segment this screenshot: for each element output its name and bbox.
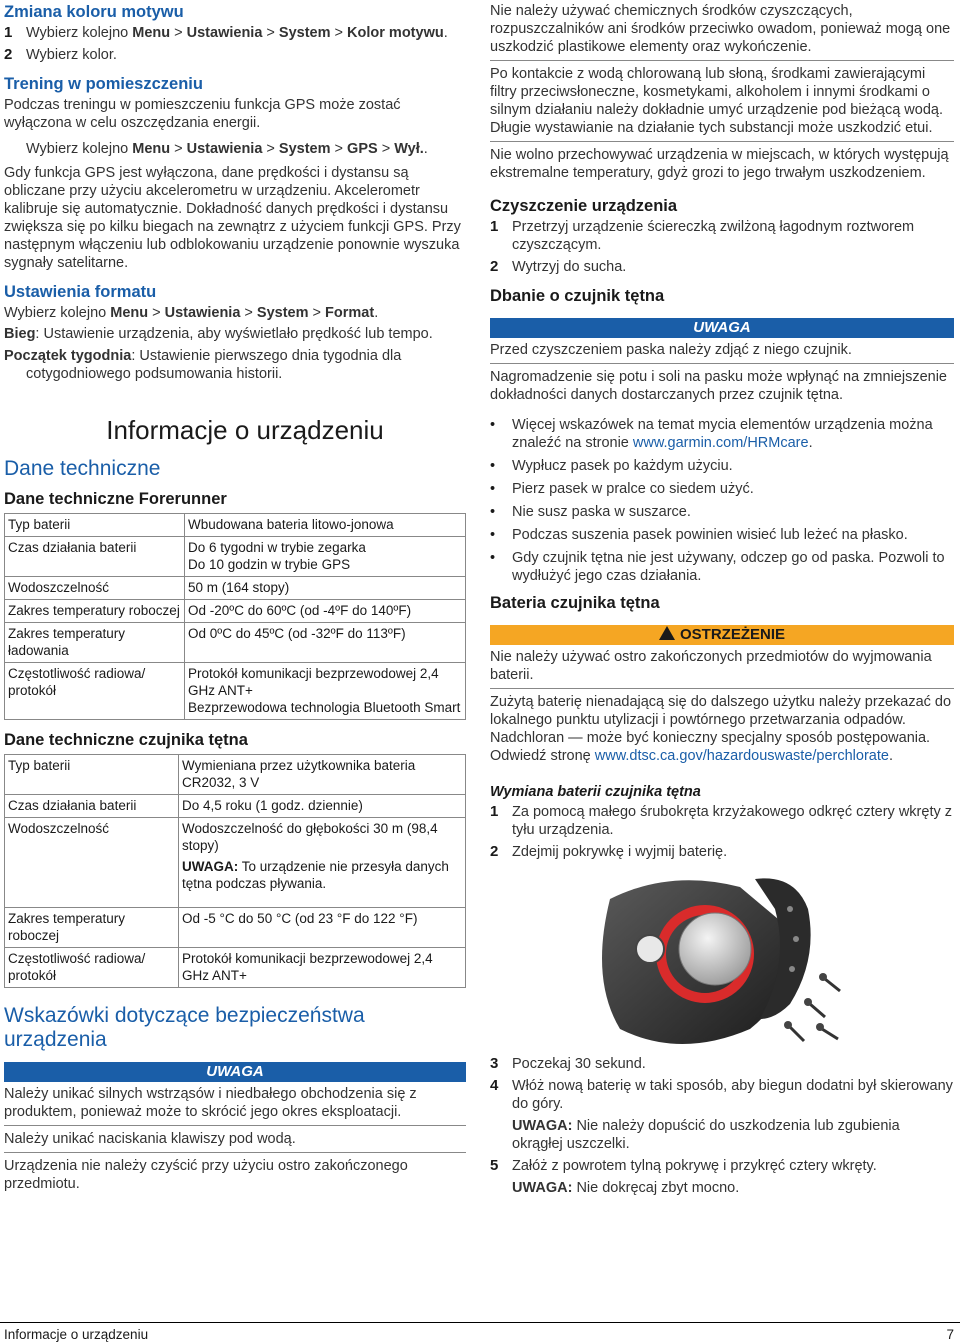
list-item: • Więcej wskazówek na temat mycia elementów urządzenia można znaleźć na stronie www.garmin.com/HRMcare. <box>490 417 933 451</box>
divider <box>490 688 954 689</box>
section-title-hrm-care: Dbanie o czujnik tętna <box>490 287 665 305</box>
spec-table-forerunner <box>4 513 466 720</box>
instruction: Wybierz kolejno Menu > Ustawienia > System > GPS > Wył.. <box>26 141 428 157</box>
paragraph: Urządzenia nie należy czyścić przy użyciu ostro zakończonego przedmiotu. <box>4 1158 408 1192</box>
notice-banner: UWAGA <box>4 1062 466 1082</box>
step-text: Wybierz kolejno Menu > Ustawienia > System > Kolor motywu. <box>26 25 448 41</box>
table-row: Typ baterii Wymieniana przez użytkownika bateria CR2032, 3 V <box>5 755 466 795</box>
table-row: Zakres temperatury roboczej Od -5 °C do 50 °C (od 23 °F do 122 °F) <box>5 908 466 948</box>
paragraph: Gdy funkcja GPS jest wyłączona, dane prędkości i dystansu są obliczane przy użyciu akcelerometru w urządzeniu. Akcelerometr kalibruje się automatycznie. Dokładność danych prędkości i dystansu zwiększa się po kilku biegach na zewnątrz z użyciem funkcji GPS. Przy następnym włączeniu lub odblokowaniu urządzenie ponownie wyszuka sygnały satelitarne. <box>4 165 461 271</box>
table-row: Typ baterii Wbudowana bateria litowo-jonowa <box>5 514 466 537</box>
divider <box>490 363 954 364</box>
step-item: 1 Przetrzyj urządzenie ściereczką zwilżoną łagodnym roztworem czyszczącym. <box>490 218 915 253</box>
right-column <box>490 0 954 1201</box>
hrm-battery-illustration <box>490 869 954 1055</box>
divider <box>490 60 954 61</box>
perchlorate-link[interactable]: www.dtsc.ca.gov/hazardouswaste/perchlorate <box>594 748 889 764</box>
chapter-title: Informacje o urządzeniu <box>106 415 384 445</box>
step-item <box>4 24 466 42</box>
section-title-cleaning: Czyszczenie urządzenia <box>490 197 678 215</box>
paragraph: Przed czyszczeniem paska należy zdjąć z niego czujnik. <box>490 342 852 358</box>
table-row: Zakres temperatury ładowania Od 0ºC do 45ºC (od -32ºF do 113ºF) <box>5 623 466 663</box>
table-row: Częstotliwość radiowa/ protokół Protokół komunikacji bezprzewodowej 2,4 GHz ANT+ Bezprzewodowa technologia Bluetooth Smart <box>5 663 466 720</box>
section-title-battery: Bateria czujnika tętna <box>490 594 660 612</box>
warning-triangle-icon <box>659 626 675 640</box>
step-text: Wybierz kolor. <box>26 47 117 63</box>
section-title-safety: Wskazówki dotyczące bezpieczeństwa urządzenia <box>4 1004 365 1051</box>
page-number: 7 <box>946 1327 954 1342</box>
hrm-back-cover-image <box>490 869 954 1055</box>
table-row: Zakres temperatury roboczej Od -20ºC do 60ºC (od -4ºF do 140ºF) <box>5 600 466 623</box>
page-footer <box>0 1322 960 1342</box>
spec-table-hrm <box>4 754 466 988</box>
footer-section-name: Informacje o urządzeniu <box>4 1327 149 1342</box>
step-item: 3 Poczekaj 30 sekund. <box>490 1055 646 1072</box>
table-row: Czas działania baterii Do 6 tygodni w trybie zegarka Do 10 godzin w trybie GPS <box>5 537 466 577</box>
step-number: 2 <box>4 46 13 63</box>
paragraph: Należy unikać silnych wstrząsów i niedbałego obchodzenia się z produktem, ponieważ może to skrócić jego okres eksploatacji. <box>4 1086 417 1120</box>
paragraph: Należy unikać naciskania klawiszy pod wodą. <box>4 1131 296 1147</box>
notice-banner: UWAGA <box>490 318 954 338</box>
divider <box>490 141 954 142</box>
warning-banner: OSTRZEŻENIE <box>490 625 954 645</box>
hrmcare-link[interactable]: www.garmin.com/HRMcare <box>632 435 809 451</box>
paragraph: Nagromadzenie się potu i soli na pasku może wpłynąć na zmniejszenie dokładności danych dostarczanych przez czujnik tętna. <box>490 369 947 403</box>
paragraph: Podczas treningu w pomieszczeniu funkcja GPS może zostać wyłączona w celu oszczędzania energii. <box>4 97 401 131</box>
list-item: • Nie susz paska w suszarce. <box>490 504 691 520</box>
step-item: 4 Włóż nową baterię w taki sposób, aby biegun dodatni był skierowany do góry. UWAGA: Nie należy dopuścić do uszkodzenia lub zgubienia okrągłej uszczelki. <box>490 1077 953 1152</box>
paragraph: Nie wolno przechowywać urządzenia w miejscach, w których występują ekstremalne temperatury, gdyż grozi to jego trwałym uszkodzeniem. <box>490 147 949 181</box>
paragraph: Nie należy używać chemicznych środków czyszczących, rozpuszczalników ani środków przeciwko owadom, ponieważ mogą one uszkodzić plastikowe elementy oraz wykończenie. <box>490 3 951 55</box>
section-title-indoor: Trening w pomieszczeniu <box>4 75 203 93</box>
divider <box>4 1152 466 1153</box>
step-number: 1 <box>4 24 13 41</box>
list-item: • Gdy czujnik tętna nie jest używany, odczep go od paska. Pozwoli to wydłużyć jego czas działania. <box>490 550 945 584</box>
section-title-format: Ustawienia formatu <box>4 283 157 301</box>
step-item: 1 Za pomocą małego śrubokręta krzyżakowego odkręć cztery wkręty z tyłu urządzenia. <box>490 803 953 838</box>
care-list <box>490 416 954 585</box>
section-title-theme-color: Zmiana koloru motywu <box>4 3 184 21</box>
table-title-hrm: Dane techniczne czujnika tętna <box>4 731 248 749</box>
left-column <box>4 0 466 1196</box>
table-row: Wodoszczelność Wodoszczelność do głębokości 30 m (98,4 stopy) UWAGA: To urządzenie nie przesyła danych tętna podczas pływania. <box>5 818 466 908</box>
paragraph: Po kontakcie z wodą chlorowaną lub słoną, środkami zawierającymi filtry przeciwsłoneczne, kosmetykami, alkoholem i innymi środkami o silnym działaniu należy dokładnie umyć urządzenie pod bieżącą wodą. Długie wystawianie na działanie tych substancji może uszkodzić etui. <box>490 66 943 136</box>
definition: Początek tygodnia: Ustawienie pierwszego dnia tygodnia dla cotygodniowego podsumowania historii. <box>4 348 402 382</box>
section-title-tech: Dane techniczne <box>4 457 161 480</box>
table-row: Częstotliwość radiowa/ protokół Protokół komunikacji bezprzewodowej 2,4 GHz ANT+ <box>5 948 466 988</box>
list-item: • Podczas suszenia pasek powinien wisieć lub leżeć na płasko. <box>490 527 908 543</box>
step-item: 2 Wytrzyj do sucha. <box>490 258 627 275</box>
subsection-title-replace: Wymiana baterii czujnika tętna <box>490 784 701 800</box>
table-row: Czas działania baterii Do 4,5 roku (1 godz. dziennie) <box>5 795 466 818</box>
paragraph: Nie należy używać ostro zakończonych przedmiotów do wyjmowania baterii. <box>490 649 932 683</box>
step-item: 5 Załóż z powrotem tylną pokrywę i przykręć cztery wkręty. UWAGA: Nie dokręcaj zbyt mocno. <box>490 1157 877 1196</box>
paragraph: Zużytą baterię nienadającą się do dalszego użytku należy przekazać do lokalnego punktu utylizacji i powtórnego przetwarzania odpadów. Nadchloran — może być konieczny specjalny sposób postępowania. Odwiedź stronę www.dtsc.ca.gov/hazardouswaste/perchlorate. <box>490 694 952 764</box>
table-row: Wodoszczelność 50 m (164 stopy) <box>5 577 466 600</box>
list-item: • Pierz pasek w pralce co siedem użyć. <box>490 481 754 497</box>
divider <box>4 1125 466 1126</box>
step-item: 2 Zdejmij pokrywkę i wyjmij baterię. <box>490 843 728 860</box>
definition: Bieg: Ustawienie urządzenia, aby wyświetlało prędkość lub tempo. <box>4 326 433 342</box>
step-item <box>4 46 466 64</box>
list-item: • Wypłucz pasek po każdym użyciu. <box>490 458 733 474</box>
table-title-forerunner: Dane techniczne Forerunner <box>4 490 227 508</box>
instruction: Wybierz kolejno Menu > Ustawienia > System > Format. <box>4 305 379 321</box>
